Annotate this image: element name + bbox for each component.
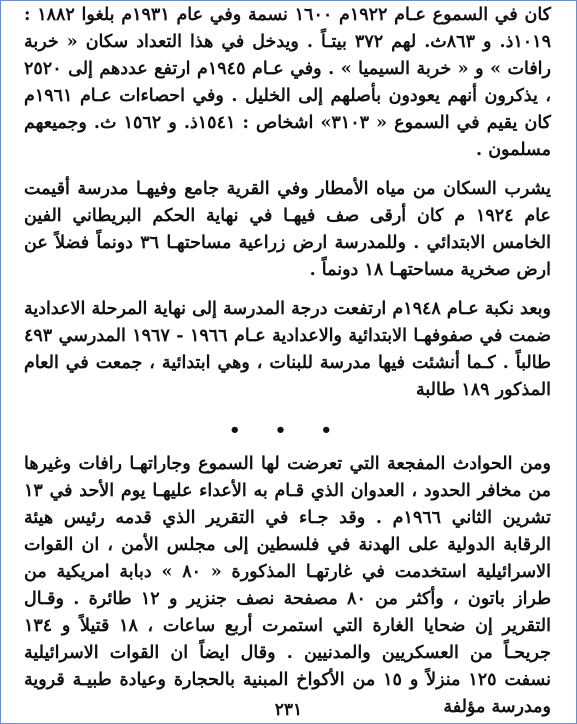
page-content — [24, 2, 551, 721]
paragraph-water-school: يشرب السكان من مياه الأمطار وفي القرية جامع وفيهـا مدرسة أقيمت عام ١٩٢٤ م كان أرقى صف فيهـا في نهاية الحكم البريطاني الفين الخامس الابتدائي . وللمدرسة ارض زراعية مساحتهـا ٣٦ دونماً فضلاً عن ارض صخرية مساحتهـا ١٨ دونماً . — [24, 179, 551, 280]
paragraph-after-1948: وبعد نكبة عـام ١٩٤٨م ارتفعت درجة المدرسة إلى نهاية المرحلة الاعدادية ضمت في صفوفهـا الابتدائية والاعدادية عـام ١٩٦٦ - ١٩٦٧ المدرسي ٤٩٣ طالباً . كـما أنشئت فيها مدرسة للبنات ، وهي ابتدائية ، جمعت في العام المذكور ١٨٩ طالبة — [23, 299, 551, 400]
paragraph-attack: ومن الحوادث المفجعة التي تعرضت لها السموع وجاراتهـا رافات وغيرها من مخافر الحدود ، العدوان الذي قـام به الأعداء عليهـا يوم الأحد في ١٣ تشرين الثاني ١٩٦٦م . وقد جـاء في التقرير الذي قدمه رئيس هيئة الرقابة الدولية على الهدنة في فلسطين إلى مجلس الأمن ، ان القوات الاسرائيلية استخدمت في غارتهـا المذكورة « ٨٠ » دبابة امريكية من طراز باتون ، وأكثر من ٨٠ مصفحة نصف جنزير و ١٢ طائرة . وقـال التقرير إن ضحايا الغارة التي استمرت أربع ساعات ، ١٨ قتيلاً و ١٣٤ جريحـاً من العسكريين والمدنيين . وقال ايضاً ان القوات الاسرائيلية نسفت ١٢٥ منزلاً و ١٥ من الأكواخ المبنية بالحجارة وعيادة طبيـة قروية ومدرسة مؤلفة — [24, 454, 552, 717]
section-separator: • • • — [228, 420, 347, 441]
paragraph-population: كان في السموع عـام ١٩٢٢م ١٦٠٠ نسمة وفي عام ١٩٣١م بلغوا ١٨٨٢ : ١٠١٩ذ. و ٨٦٣ث. لهم ٣٧٢ بيتـاً . ويدخل في هذا التعداد سكان « خربة رافات » و « خربة السيميا » . وفي عـام ١٩٤٥م ارتفع عددهم إلى ٢٥٢٠ ، يذكرون أنهم يعودون بأصلهم إلى الخليل . وفي احصاءات عـام ١٩٦١م كان يقيم في السموع « ٣١٠٣» اشخاص : ١٥٤١ذ. و ١٥٦٢ ث. وجميعهم مسلمون . — [24, 5, 551, 160]
page-number: ٢٣١ — [274, 700, 303, 720]
